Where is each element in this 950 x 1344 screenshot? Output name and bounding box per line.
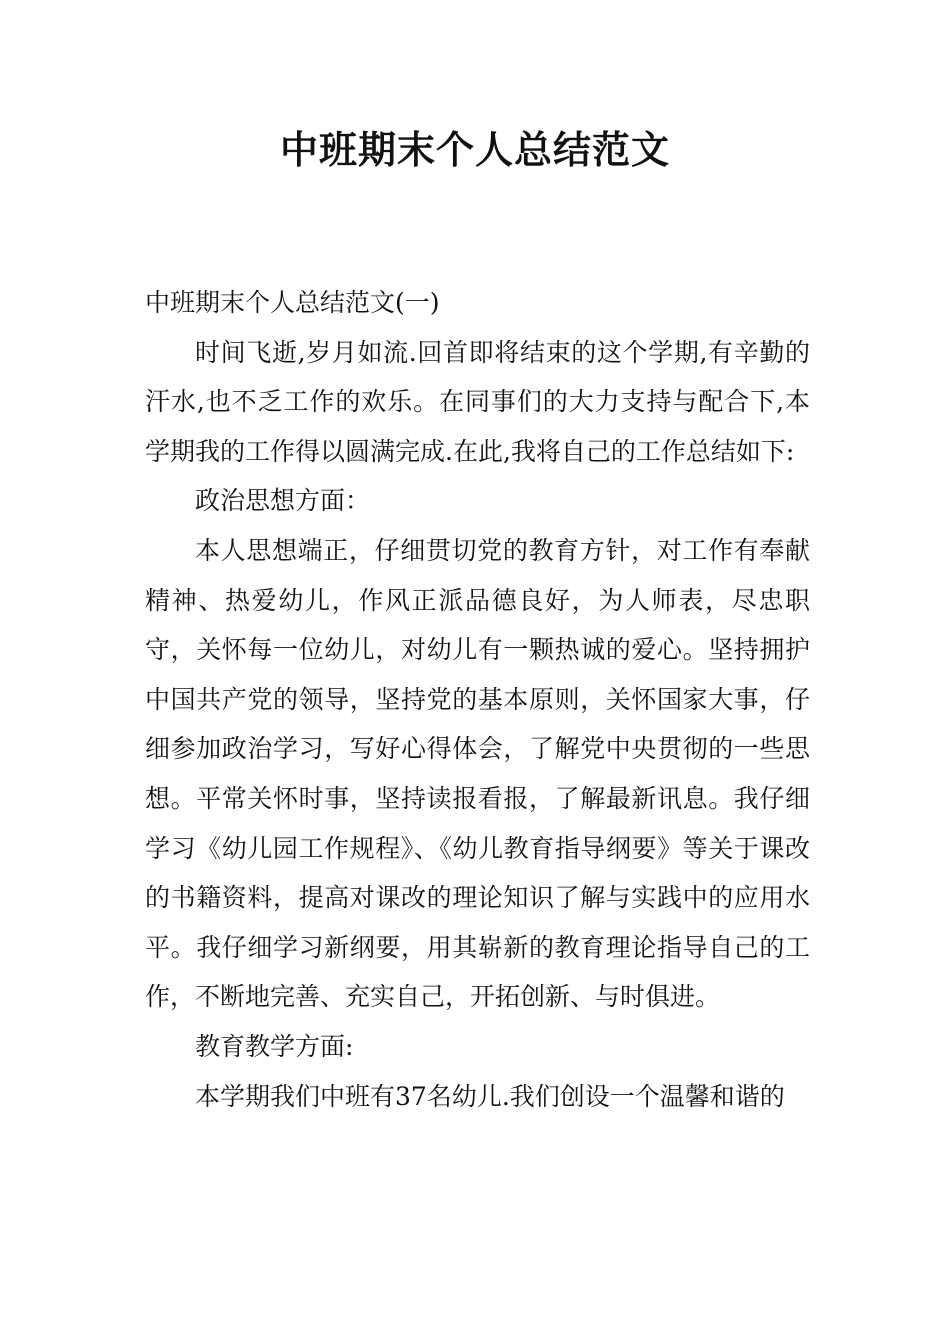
section-heading-teaching: 教育教学方面: — [195, 1031, 354, 1061]
paragraph-intro: 时间飞逝,岁月如流.回首即将结束的这个学期,有辛勤的汗水,也不乏工作的欢乐。在同事们的大力支持与配合下,本学期我的工作得以圆满完成.在此,我将自己的工作总结如下: — [145, 337, 810, 466]
document-body — [145, 278, 810, 1121]
section-subtitle: 中班期末个人总结范文(一) — [145, 288, 440, 317]
section-heading-politics: 政治思想方面： — [195, 486, 371, 516]
paragraph-politics: 本人思想端正，仔细贯切党的教育方针，对工作有奉献精神、热爱幼儿，作风正派品德良好，为人师表，尽忠职守，关怀每一位幼儿，对幼儿有一颗热诚的爱心。坚持拥护中国共产党的领导，坚持党的基本原则，关怀国家大事，仔细参加政治学习，写好心得体会，了解党中央贯彻的一些思想。平常关怀时事，坚持读报看报，了解最新讯息。我仔细学习《幼儿园工作规程》、《幼儿教育指导纲要》等关于课改的书籍资料，提高对课改的理论知识了解与实践中的应用水平。我仔细学习新纲要，用其崭新的教育理论指导自己的工作，不断地完善、充实自己，开拓创新、与时俱进。 — [145, 535, 810, 1012]
document-title: 中班期末个人总结范文 — [279, 128, 670, 172]
paragraph-teaching: 本学期我们中班有37名幼儿.我们创设一个温馨和谐的 — [195, 1081, 785, 1111]
